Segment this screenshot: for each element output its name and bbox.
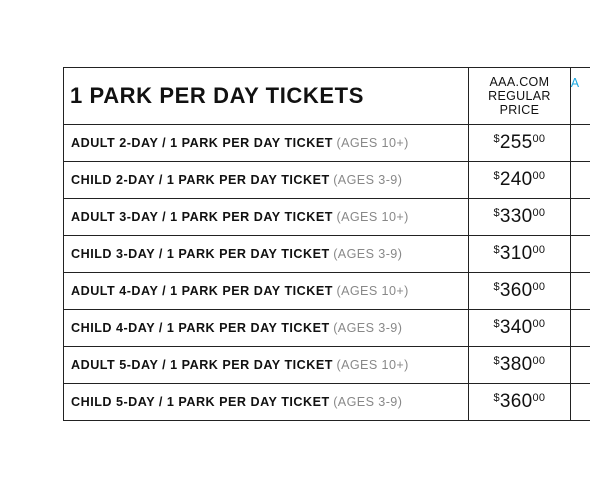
price-cents: 00 [532, 170, 546, 182]
table-header-row [64, 68, 590, 125]
price-dollars: 310 [499, 243, 533, 264]
next-column-cell [570, 125, 590, 162]
ticket-name: CHILD 5-DAY / 1 PARK PER DAY TICKET [71, 395, 330, 409]
price-cents: 00 [532, 355, 546, 367]
ticket-price-cell [469, 310, 571, 347]
ticket-name: ADULT 3-DAY / 1 PARK PER DAY TICKET [71, 210, 333, 224]
price-cents: 00 [532, 133, 546, 145]
ticket-name-cell [64, 199, 469, 236]
price-dollars: 360 [499, 280, 533, 301]
price-header-line: PRICE [499, 103, 540, 117]
ticket-ages: (AGES 10+) [336, 284, 409, 298]
ticket-price-cell [469, 236, 571, 273]
ticket-price-cell [469, 199, 571, 236]
ticket-price-table [63, 67, 590, 421]
ticket-price-cell [469, 347, 571, 384]
next-column-cell [570, 310, 590, 347]
price-cents: 00 [532, 281, 546, 293]
table-row [64, 273, 590, 310]
price-dollars: 255 [499, 132, 533, 153]
next-column-cell [570, 236, 590, 273]
next-column-cell [570, 384, 590, 421]
ticket-name-cell [64, 310, 469, 347]
next-column-header: A [570, 68, 590, 125]
ticket-name: ADULT 5-DAY / 1 PARK PER DAY TICKET [71, 358, 333, 372]
next-column-cell [570, 199, 590, 236]
table-title: 1 PARK PER DAY TICKETS [64, 68, 469, 125]
table-row [64, 199, 590, 236]
price-currency: $ [493, 207, 500, 219]
next-column-cell [570, 273, 590, 310]
ticket-name-cell [64, 125, 469, 162]
ticket-price-cell [469, 125, 571, 162]
price-cents: 00 [532, 392, 546, 404]
ticket-ages: (AGES 3-9) [333, 173, 403, 187]
ticket-name: CHILD 3-DAY / 1 PARK PER DAY TICKET [71, 247, 330, 261]
ticket-name-cell [64, 347, 469, 384]
ticket-price-cell [469, 273, 571, 310]
table-row [64, 236, 590, 273]
price-dollars: 360 [499, 391, 533, 412]
price-header-line: AAA.COM [489, 75, 550, 89]
price-currency: $ [493, 318, 500, 330]
ticket-name: CHILD 4-DAY / 1 PARK PER DAY TICKET [71, 321, 330, 335]
price-currency: $ [493, 170, 500, 182]
table-row [64, 125, 590, 162]
ticket-ages: (AGES 10+) [336, 358, 409, 372]
ticket-name: ADULT 4-DAY / 1 PARK PER DAY TICKET [71, 284, 333, 298]
ticket-name-cell [64, 162, 469, 199]
ticket-ages: (AGES 3-9) [333, 395, 403, 409]
price-cents: 00 [532, 318, 546, 330]
ticket-ages: (AGES 3-9) [333, 247, 403, 261]
price-cents: 00 [532, 207, 546, 219]
table-row [64, 347, 590, 384]
next-column-cell [570, 347, 590, 384]
price-dollars: 380 [499, 354, 533, 375]
ticket-ages: (AGES 10+) [336, 136, 409, 150]
price-currency: $ [493, 133, 500, 145]
ticket-price-cell [469, 384, 571, 421]
ticket-name-cell [64, 384, 469, 421]
table-row [64, 162, 590, 199]
price-header-line: REGULAR [488, 89, 551, 103]
price-currency: $ [493, 355, 500, 367]
price-currency: $ [493, 281, 500, 293]
ticket-ages: (AGES 10+) [336, 210, 409, 224]
ticket-price-cell [469, 162, 571, 199]
table-row [64, 310, 590, 347]
table-row [64, 384, 590, 421]
ticket-name-cell [64, 273, 469, 310]
next-column-cell [570, 162, 590, 199]
price-dollars: 330 [499, 206, 533, 227]
ticket-name: ADULT 2-DAY / 1 PARK PER DAY TICKET [71, 136, 333, 150]
price-currency: $ [493, 392, 500, 404]
price-dollars: 240 [499, 169, 533, 190]
price-currency: $ [493, 244, 500, 256]
price-column-header [469, 68, 571, 125]
ticket-name: CHILD 2-DAY / 1 PARK PER DAY TICKET [71, 173, 330, 187]
price-dollars: 340 [499, 317, 533, 338]
price-cents: 00 [532, 244, 546, 256]
ticket-name-cell [64, 236, 469, 273]
ticket-ages: (AGES 3-9) [333, 321, 403, 335]
